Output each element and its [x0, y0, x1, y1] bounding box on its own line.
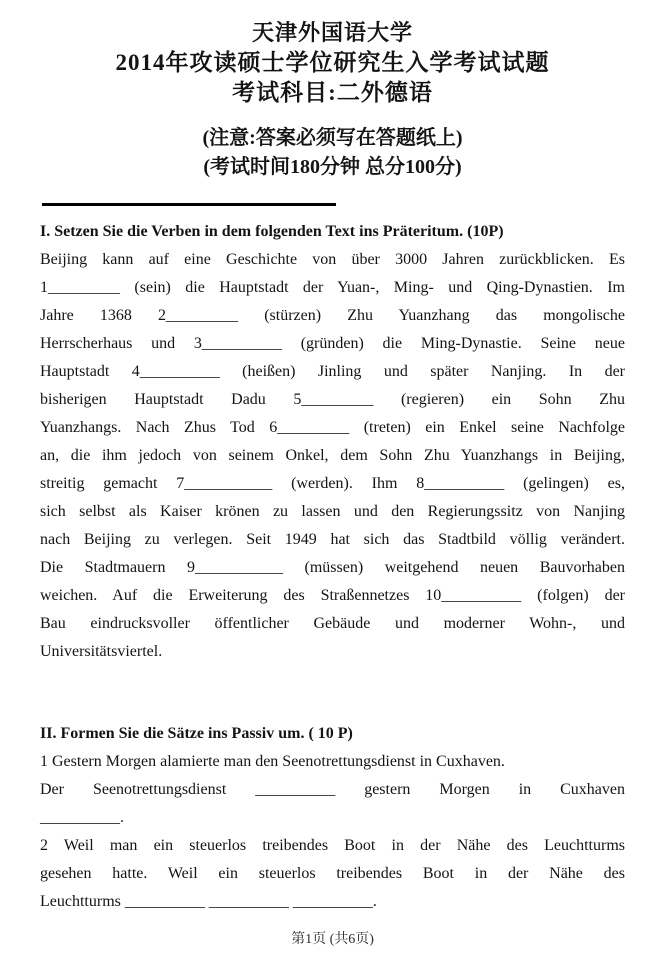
text-line: Der Seenotrettungsdienst __________ gestern Morgen in Cuxhaven	[40, 781, 625, 798]
answer-sheet-note: (注意:答案必须写在答题纸上)	[202, 127, 463, 149]
section-1-heading: I. Setzen Sie die Verben in dem folgenden Text ins Präteritum. (10P)	[40, 223, 504, 240]
text-line: Universitätsviertel.	[40, 643, 163, 660]
section-2-heading: II. Formen Sie die Sätze ins Passiv um. ( 10 P)	[40, 725, 353, 742]
text-line: nach Beijing zu verlegen. Seit 1949 hat sich das Stadtbild völlig verändert.	[40, 531, 625, 548]
text-line: Hauptstadt 4__________ (heißen) Jinling und später Nanjing. In der	[40, 363, 625, 380]
divider-line	[42, 203, 336, 206]
text-line: 2 Weil man ein steuerlos treibendes Boot in der Nähe des Leuchtturms	[40, 837, 625, 854]
text-line: Jahre 1368 2_________ (stürzen) Zhu Yuanzhang das mongolische	[40, 307, 625, 324]
text-line: bisherigen Hauptstadt Dadu 5_________ (regieren) ein Sohn Zhu	[40, 391, 625, 408]
document-header	[40, 18, 625, 182]
exam-subject: 考试科目:二外德语	[232, 80, 433, 105]
text-line: sich selbst als Kaiser krönen zu lassen und den Regierungssitz von Nanjing	[40, 503, 625, 520]
section-2	[40, 720, 625, 916]
section-1	[40, 218, 625, 666]
text-line: Yuanzhangs. Nach Zhus Tod 6_________ (treten) ein Enkel seine Nachfolge	[40, 419, 625, 436]
exam-notes	[40, 124, 625, 182]
text-line: __________.	[40, 809, 124, 826]
text-line: Die Stadtmauern 9___________ (müssen) weitgehend neuen Bauvorhaben	[40, 559, 625, 576]
page-number: 第1页 (共6页)	[291, 932, 374, 947]
university-name: 天津外国语大学	[251, 20, 413, 45]
text-line: 1_________ (sein) die Hauptstadt der Yuan-, Ming- und Qing-Dynastien. Im	[40, 279, 625, 296]
text-line: Bau eindrucksvoller öffentlicher Gebäude und moderner Wohn-, und	[40, 615, 625, 632]
text-line: gesehen hatte. Weil ein steuerlos treibendes Boot in der Nähe des	[40, 865, 625, 882]
text-line: 1 Gestern Morgen alamierte man den Seenotrettungsdienst in Cuxhaven.	[40, 753, 505, 770]
text-line: Beijing kann auf eine Geschichte von über 3000 Jahren zurückblicken. Es	[40, 251, 625, 268]
exam-title: 2014年攻读硕士学位研究生入学考试试题	[115, 50, 550, 75]
text-line: an, die ihm jedoch von seinem Onkel, dem Sohn Zhu Yuanzhangs in Beijing,	[40, 447, 625, 464]
text-line: streitig gemacht 7___________ (werden). Ihm 8__________ (gelingen) es,	[40, 475, 625, 492]
text-line: Leuchtturms __________ __________ __________.	[40, 893, 377, 910]
text-line: Herrscherhaus und 3__________ (gründen) die Ming-Dynastie. Seine neue	[40, 335, 625, 352]
time-score-note: (考试时间180分钟 总分100分)	[203, 156, 462, 178]
text-line: weichen. Auf die Erweiterung des Straßennetzes 10__________ (folgen) der	[40, 587, 625, 604]
